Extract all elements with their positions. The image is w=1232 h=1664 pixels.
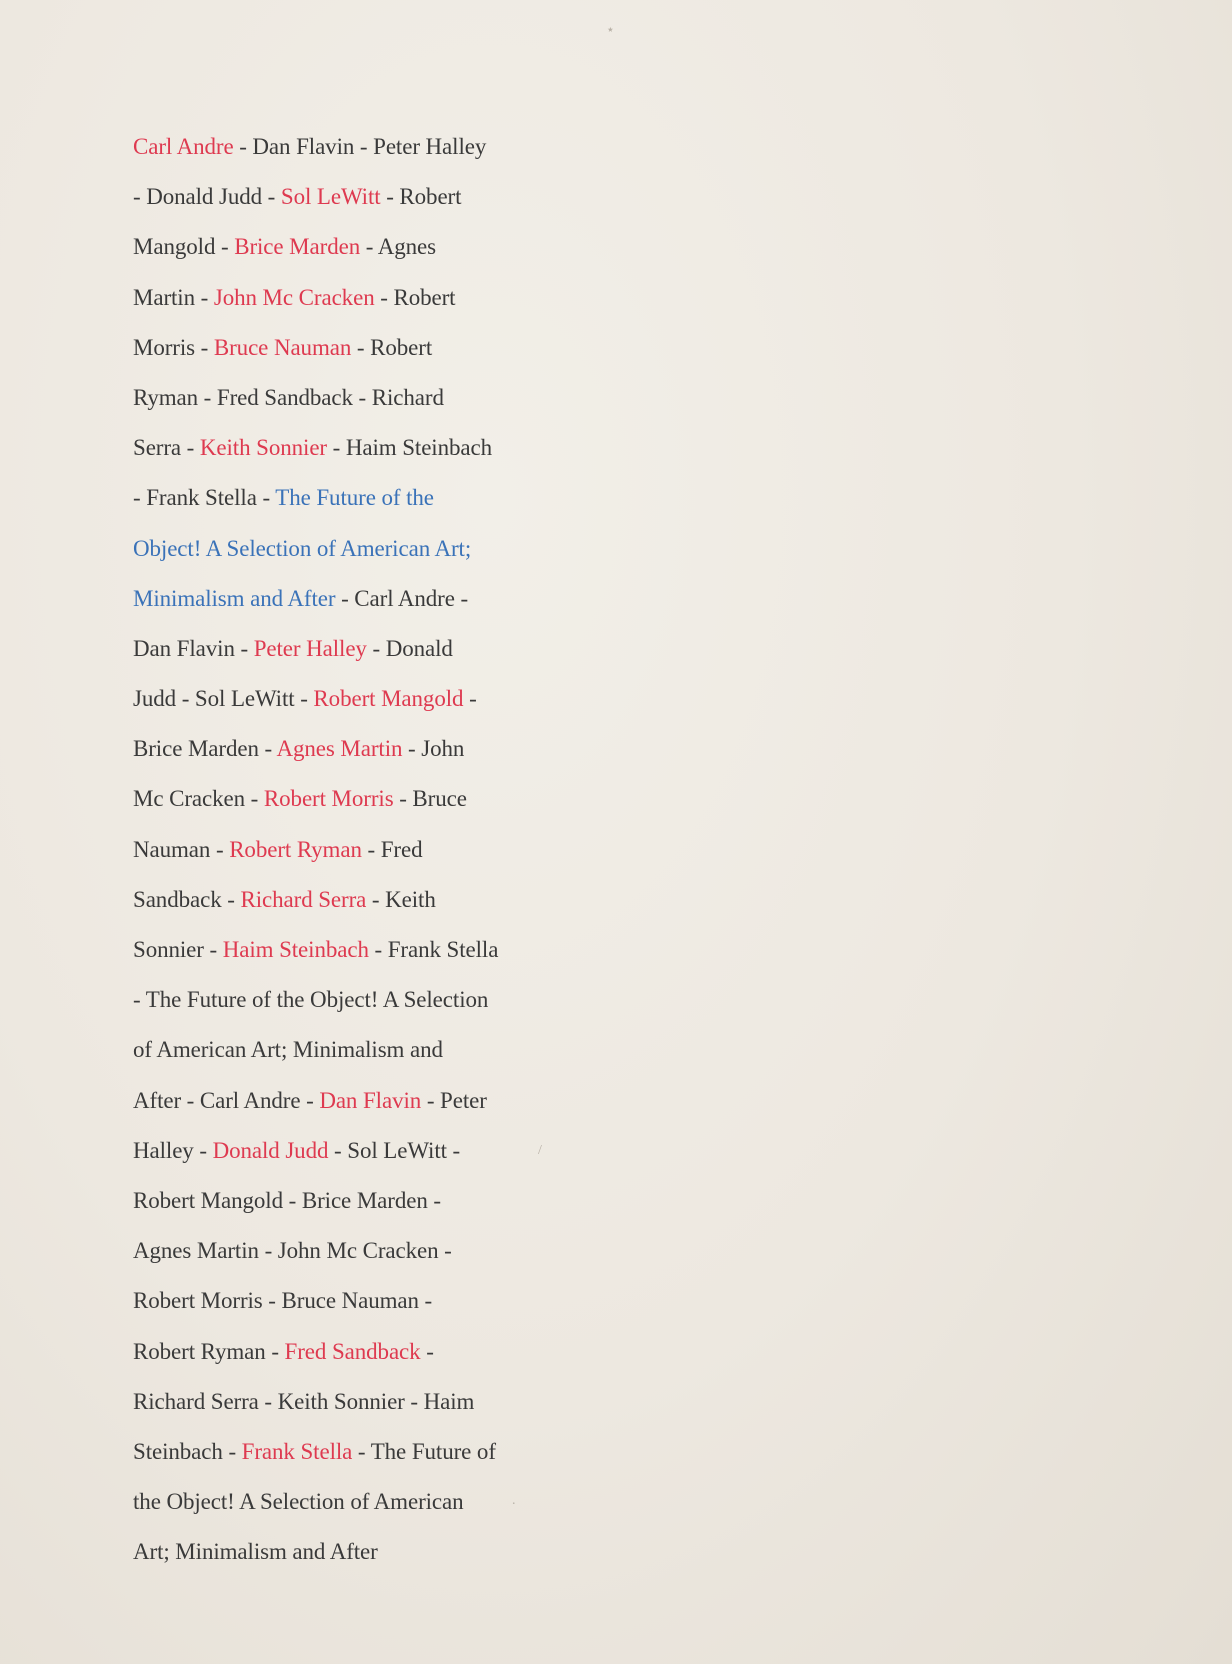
text-segment: Dan Flavin - <box>133 635 254 661</box>
text-line <box>133 624 553 674</box>
text-line <box>133 1076 553 1126</box>
highlighted-name: Brice Marden <box>234 234 361 260</box>
text-segment: Nauman - <box>133 836 230 862</box>
text-segment: Richard Serra - Keith Sonnier - Haim <box>133 1388 475 1414</box>
text-line <box>133 423 553 473</box>
text-line <box>133 222 553 272</box>
text-line <box>133 524 553 574</box>
highlighted-name: Bruce Nauman <box>213 334 352 360</box>
text-segment: - Frank Stella <box>368 937 499 962</box>
text-line <box>133 323 553 373</box>
highlighted-name: Robert Morris <box>263 786 394 812</box>
highlighted-name: Fred Sandback <box>284 1338 421 1364</box>
highlighted-name: Frank Stella <box>241 1438 353 1464</box>
highlighted-name: Carl Andre <box>133 134 234 159</box>
text-segment: Robert Morris - Bruce Nauman - <box>133 1288 433 1314</box>
text-line <box>133 273 553 323</box>
text-segment: - Donald Judd - <box>133 184 281 210</box>
text-segment: - <box>463 686 477 712</box>
highlighted-title: The Future of the <box>275 485 434 511</box>
text-line <box>133 473 553 523</box>
text-segment: Ryman - Fred Sandback - Richard <box>133 384 444 410</box>
text-line <box>133 724 553 774</box>
text-line <box>133 875 553 925</box>
highlighted-title: Object! A Selection of American Art; <box>133 535 472 561</box>
text-segment: Serra - <box>133 435 200 461</box>
text-segment: Sonnier - <box>133 937 223 962</box>
text-line <box>133 122 553 172</box>
text-segment: - Frank Stella - <box>133 485 276 511</box>
text-segment: - Dan Flavin - Peter Halley <box>233 134 487 159</box>
highlighted-title: Minimalism and After <box>133 585 336 611</box>
text-segment: Martin - <box>133 284 214 310</box>
text-segment: - Fred <box>361 836 423 862</box>
text-segment: Mangold - <box>133 234 235 260</box>
text-segment: - Haim Steinbach <box>327 435 493 461</box>
text-segment: - <box>420 1338 434 1364</box>
artist-name-text-block <box>133 122 553 1577</box>
text-segment: - John <box>402 736 465 762</box>
paper-speck: / <box>538 1143 542 1158</box>
text-line <box>133 1126 553 1176</box>
highlighted-name: Keith Sonnier <box>199 435 327 461</box>
highlighted-name: Robert Mangold <box>313 686 464 712</box>
text-segment: - Carl Andre - <box>335 585 469 611</box>
text-line <box>133 825 553 875</box>
text-segment: Judd - Sol LeWitt - <box>133 686 314 712</box>
text-segment: Robert Mangold - Brice Marden - <box>133 1187 441 1213</box>
text-line <box>133 1527 553 1577</box>
highlighted-name: Dan Flavin <box>319 1087 422 1113</box>
text-segment: Sandback - <box>133 886 241 912</box>
text-segment: - Peter <box>421 1087 487 1113</box>
text-segment: - The Future of <box>352 1438 496 1464</box>
highlighted-name: Richard Serra <box>240 886 367 912</box>
text-line <box>133 1477 553 1527</box>
text-segment: the Object! A Selection of American <box>133 1489 464 1515</box>
highlighted-name: Donald Judd <box>212 1137 329 1163</box>
text-segment: After - Carl Andre - <box>133 1087 320 1113</box>
paper-speck: . <box>512 1493 516 1508</box>
text-segment: Morris - <box>133 334 214 360</box>
text-segment: Mc Cracken - <box>133 786 264 812</box>
text-segment: - Robert <box>351 334 433 360</box>
text-line <box>133 574 553 624</box>
text-line <box>133 172 553 222</box>
text-segment: Halley - <box>133 1137 213 1163</box>
text-line <box>133 1176 553 1226</box>
text-segment: - Agnes <box>360 234 436 260</box>
text-segment: - Bruce <box>393 786 467 812</box>
text-segment: Art; Minimalism and After <box>133 1539 378 1565</box>
text-line <box>133 674 553 724</box>
text-segment: - Robert <box>380 184 462 210</box>
text-segment: - Donald <box>366 635 453 661</box>
text-line <box>133 774 553 824</box>
highlighted-name: Robert Ryman <box>229 836 362 862</box>
text-segment: - Robert <box>374 284 456 310</box>
text-line <box>133 925 553 975</box>
text-line <box>133 975 553 1025</box>
highlighted-name: Agnes Martin <box>276 736 403 762</box>
text-segment: Brice Marden - <box>133 736 277 762</box>
highlighted-name: Peter Halley <box>253 635 367 661</box>
paper-speck: ⋆ <box>606 23 615 38</box>
text-segment: of American Art; Minimalism and <box>133 1037 443 1063</box>
text-segment: Robert Ryman - <box>133 1338 285 1364</box>
highlighted-name: John Mc Cracken <box>213 284 375 310</box>
text-line <box>133 373 553 423</box>
text-line <box>133 1427 553 1477</box>
text-line <box>133 1226 553 1276</box>
text-line <box>133 1276 553 1326</box>
text-segment: - The Future of the Object! A Selection <box>133 987 489 1013</box>
text-line <box>133 1025 553 1075</box>
highlighted-name: Haim Steinbach <box>222 937 369 962</box>
text-segment: Agnes Martin - John Mc Cracken - <box>133 1238 452 1264</box>
highlighted-name: Sol LeWitt <box>280 184 381 210</box>
text-segment: - Sol LeWitt - <box>328 1137 461 1163</box>
text-line <box>133 1377 553 1427</box>
text-segment: Steinbach - <box>133 1438 242 1464</box>
text-line <box>133 1327 553 1377</box>
text-segment: - Keith <box>366 886 436 912</box>
